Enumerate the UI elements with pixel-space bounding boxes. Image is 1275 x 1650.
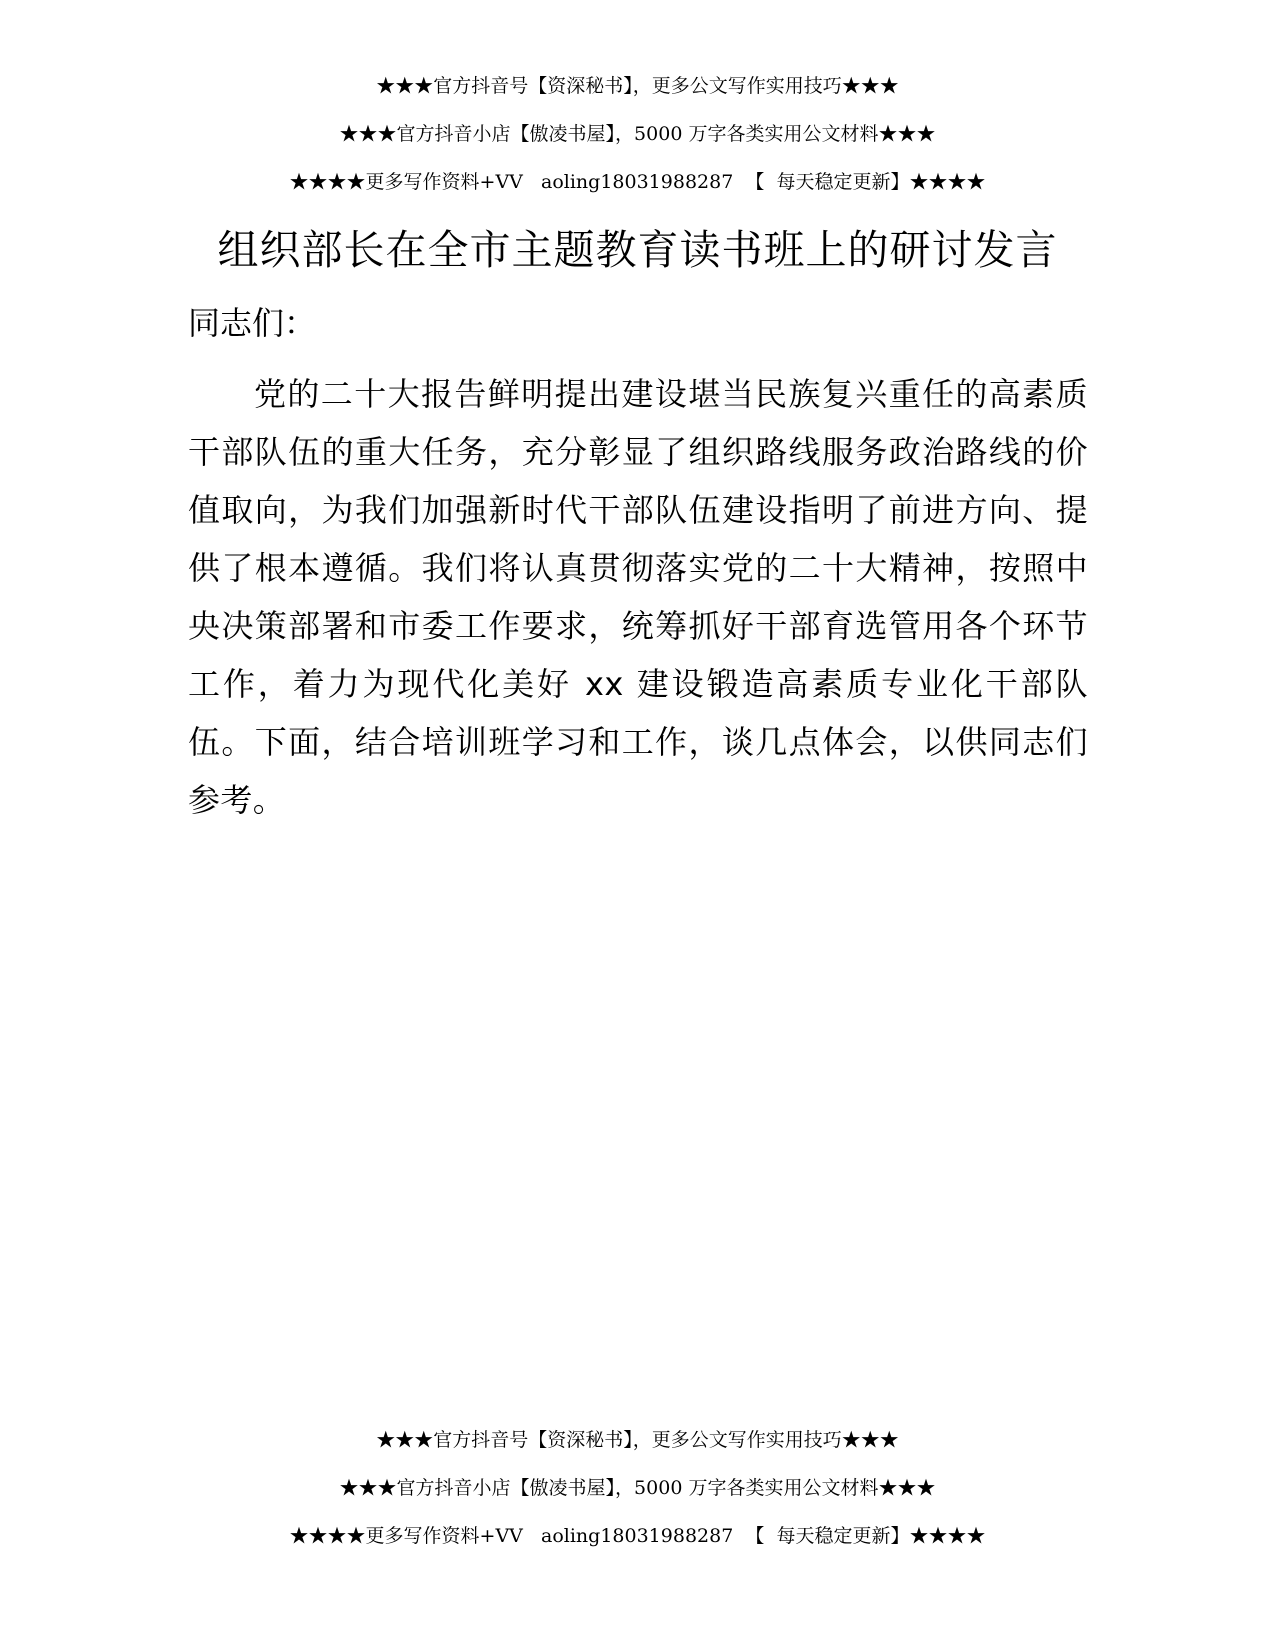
watermark-line-douyin-account: ★★★官方抖音号【资深秘书】，更多公文写作实用技巧★★★ [376, 75, 899, 97]
watermark-line-douyin-account: ★★★官方抖音号【资深秘书】，更多公文写作实用技巧★★★ [376, 1429, 899, 1451]
watermark-line-contact: ★★★★更多写作资料+VV aoling18031988287 【 每天稳定更新】★★★★ [289, 1525, 986, 1547]
document-body [188, 295, 1088, 829]
salutation: 同志们： [188, 304, 317, 342]
watermark-line-douyin-shop: ★★★官方抖音小店【傲凌书屋】，5000 万字各类实用公文材料★★★ [339, 1477, 936, 1499]
document-title: 组织部长在全市主题教育读书班上的研讨发言 [217, 226, 1058, 274]
top-watermark-banner [0, 74, 1275, 194]
watermark-line-douyin-shop: ★★★官方抖音小店【傲凌书屋】，5000 万字各类实用公文材料★★★ [339, 123, 936, 145]
bottom-watermark-banner [0, 1428, 1275, 1548]
watermark-line-contact: ★★★★更多写作资料+VV aoling18031988287 【 每天稳定更新】★★★★ [289, 171, 986, 193]
body-paragraph: 党的二十大报告鲜明提出建设堪当民族复兴重任的高素质干部队伍的重大任务，充分彰显了组织路线服务政治路线的价值取向，为我们加强新时代干部队伍建设指明了前进方向、提供了根本遵循。我们将认真贯彻落实党的二十大精神，按照中央决策部署和市委工作要求，统筹抓好干部育选管用各个环节工作，着力为现代化美好 xx 建设锻造高素质专业化干部队伍。下面，结合培训班学习和工作，谈几点体会，以供同志们参考。 [188, 375, 1088, 819]
